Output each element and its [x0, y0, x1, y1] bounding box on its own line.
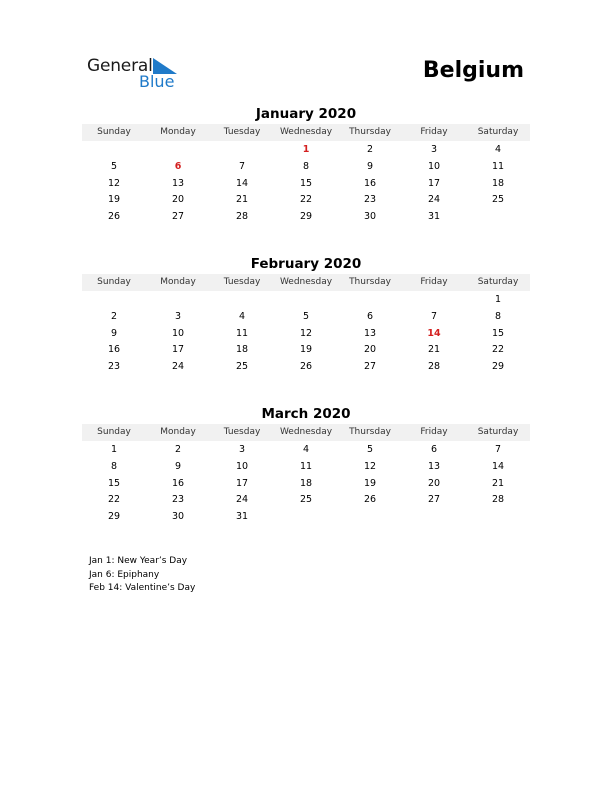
day-cell: 24: [171, 361, 185, 373]
day-cell: 10: [171, 327, 185, 339]
weekday-label: Wednesday: [279, 427, 333, 437]
day-cell: 21: [235, 194, 249, 206]
weekday-label: Friday: [420, 427, 448, 437]
empty-day-cell: [274, 509, 338, 526]
day-cell: 7: [238, 160, 246, 172]
empty-day-cell: [466, 509, 530, 526]
empty-day-cell: [466, 209, 530, 226]
legend-item: Jan 1: New Year’s Day: [89, 556, 188, 566]
day-cell: 17: [427, 177, 441, 189]
month-title: February 2020: [250, 256, 362, 272]
day-cell: 1: [110, 444, 118, 455]
day-cell: 23: [171, 494, 185, 506]
weekday-label: Sunday: [97, 277, 131, 287]
day-cell: 29: [299, 211, 313, 223]
day-cell: 9: [174, 460, 182, 472]
day-cell: 12: [299, 327, 313, 339]
week-row: [82, 292, 530, 309]
day-cell: 13: [171, 177, 185, 189]
day-cell: 8: [110, 460, 118, 472]
weekday-label: Wednesday: [279, 277, 333, 287]
weekday-label: Saturday: [477, 277, 519, 287]
week-row: [82, 192, 530, 209]
day-cell: 27: [363, 361, 377, 373]
week-row: [82, 176, 530, 193]
day-cell: 8: [302, 160, 310, 172]
day-cell: 29: [491, 361, 505, 373]
day-cell: 29: [107, 511, 121, 523]
day-cell: 22: [491, 344, 505, 356]
weekday-label: Friday: [420, 277, 448, 287]
day-cell: 24: [235, 494, 249, 506]
weekday-label: Thursday: [349, 127, 391, 137]
weekday-label: Thursday: [349, 277, 391, 287]
legend-item: Jan 6: Epiphany: [89, 569, 160, 580]
legend-item: Feb 14: Valentine’s Day: [89, 583, 196, 593]
day-cell: 12: [363, 460, 377, 472]
day-cell: 14: [427, 327, 441, 339]
day-cell: 30: [363, 211, 377, 223]
day-cell: 26: [363, 494, 377, 506]
day-cell: 15: [491, 327, 505, 339]
month-calendar-february: [82, 256, 530, 376]
day-cell: 28: [491, 494, 505, 506]
weekday-label: Saturday: [477, 127, 519, 137]
weekday-label: Sunday: [97, 427, 131, 437]
day-cell: 6: [366, 310, 374, 322]
day-cell: 11: [235, 327, 249, 339]
empty-day-cell: [338, 509, 402, 526]
day-cell: 26: [107, 211, 121, 223]
day-cell: 3: [174, 310, 182, 322]
weekday-label: Monday: [160, 427, 196, 437]
day-cell: 16: [363, 177, 377, 189]
month-title: March 2020: [261, 406, 351, 422]
month-calendar-march: [82, 406, 530, 526]
week-row: [82, 342, 530, 359]
day-cell: 6: [430, 444, 438, 455]
month-title: January 2020: [255, 106, 357, 122]
day-cell: 25: [491, 194, 505, 206]
day-cell: 25: [299, 494, 313, 506]
empty-day-cell: [82, 142, 146, 159]
day-cell: 5: [110, 160, 118, 172]
day-cell: 16: [107, 344, 121, 356]
day-cell: 3: [238, 444, 246, 455]
weekday-label: Tuesday: [223, 277, 261, 287]
day-cell: 11: [491, 160, 505, 172]
day-cell: 15: [107, 477, 121, 489]
month-calendar-january: [82, 106, 530, 226]
empty-day-cell: [402, 509, 466, 526]
day-cell: 6: [174, 160, 182, 172]
day-cell: 27: [427, 494, 441, 506]
empty-day-cell: [146, 292, 210, 309]
day-cell: 30: [171, 511, 185, 523]
day-cell: 2: [366, 144, 374, 155]
day-cell: 19: [107, 194, 121, 206]
day-cell: 31: [427, 211, 441, 223]
day-cell: 18: [235, 344, 249, 356]
day-cell: 13: [363, 327, 377, 339]
empty-day-cell: [82, 292, 146, 309]
day-cell: 14: [491, 460, 505, 472]
day-cell: 1: [494, 294, 502, 305]
weekday-label: Sunday: [97, 127, 131, 137]
day-cell: 27: [171, 211, 185, 223]
week-row: [82, 442, 530, 459]
day-cell: 4: [238, 310, 246, 322]
day-cell: 20: [171, 194, 185, 206]
day-cell: 2: [110, 310, 118, 322]
week-row: [82, 326, 530, 343]
day-cell: 23: [363, 194, 377, 206]
day-cell: 26: [299, 361, 313, 373]
day-cell: 7: [494, 444, 502, 455]
week-row: [82, 309, 530, 326]
day-cell: 21: [427, 344, 441, 356]
day-cell: 17: [235, 477, 249, 489]
empty-day-cell: [210, 292, 274, 309]
weekday-header: [82, 124, 530, 141]
day-cell: 4: [494, 144, 502, 155]
day-cell: 28: [427, 361, 441, 373]
day-cell: 28: [235, 211, 249, 223]
weekday-label: Tuesday: [223, 427, 261, 437]
day-cell: 10: [235, 460, 249, 472]
week-row: [82, 359, 530, 376]
weekday-label: Monday: [160, 277, 196, 287]
day-grid: [82, 292, 530, 376]
country-title: Belgium: [422, 58, 524, 83]
day-cell: 18: [299, 477, 313, 489]
day-cell: 22: [299, 194, 313, 206]
day-cell: 15: [299, 177, 313, 189]
day-cell: 31: [235, 511, 249, 523]
weekday-label: Friday: [420, 127, 448, 137]
weekday-header: [82, 274, 530, 291]
day-cell: 20: [427, 477, 441, 489]
day-cell: 13: [427, 460, 441, 472]
week-row: [82, 509, 530, 526]
weekday-label: Tuesday: [223, 127, 261, 137]
day-cell: 24: [427, 194, 441, 206]
day-cell: 19: [363, 477, 377, 489]
day-cell: 22: [107, 494, 121, 506]
week-row: [82, 492, 530, 509]
brand-word-blue: Blue: [139, 72, 175, 91]
week-row: [82, 476, 530, 493]
day-cell: 12: [107, 177, 121, 189]
day-cell: 9: [110, 327, 118, 339]
day-grid: [82, 442, 530, 526]
brand-word-general: General: [87, 56, 153, 76]
day-cell: 7: [430, 310, 438, 322]
week-row: [82, 159, 530, 176]
day-cell: 5: [366, 444, 374, 455]
day-cell: 18: [491, 177, 505, 189]
empty-day-cell: [338, 292, 402, 309]
day-cell: 16: [171, 477, 185, 489]
day-cell: 8: [494, 310, 502, 322]
day-cell: 19: [299, 344, 313, 356]
day-grid: [82, 142, 530, 226]
weekday-label: Monday: [160, 127, 196, 137]
empty-day-cell: [274, 292, 338, 309]
day-cell: 9: [366, 160, 374, 172]
day-cell: 17: [171, 344, 185, 356]
day-cell: 25: [235, 361, 249, 373]
day-cell: 14: [235, 177, 249, 189]
weekday-label: Wednesday: [279, 127, 333, 137]
day-cell: 1: [302, 144, 310, 155]
day-cell: 21: [491, 477, 505, 489]
day-cell: 23: [107, 361, 121, 373]
brand-logo: [87, 56, 187, 92]
day-cell: 3: [430, 144, 438, 155]
day-cell: 2: [174, 444, 182, 455]
weekday-label: Saturday: [477, 427, 519, 437]
empty-day-cell: [146, 142, 210, 159]
day-cell: 5: [302, 310, 310, 322]
holiday-legend: [89, 555, 195, 596]
day-cell: 4: [302, 444, 310, 455]
weekday-label: Thursday: [349, 427, 391, 437]
day-cell: 20: [363, 344, 377, 356]
empty-day-cell: [210, 142, 274, 159]
day-cell: 10: [427, 160, 441, 172]
day-cell: 11: [299, 460, 313, 472]
week-row: [82, 209, 530, 226]
weekday-header: [82, 424, 530, 441]
empty-day-cell: [402, 292, 466, 309]
week-row: [82, 459, 530, 476]
week-row: [82, 142, 530, 159]
